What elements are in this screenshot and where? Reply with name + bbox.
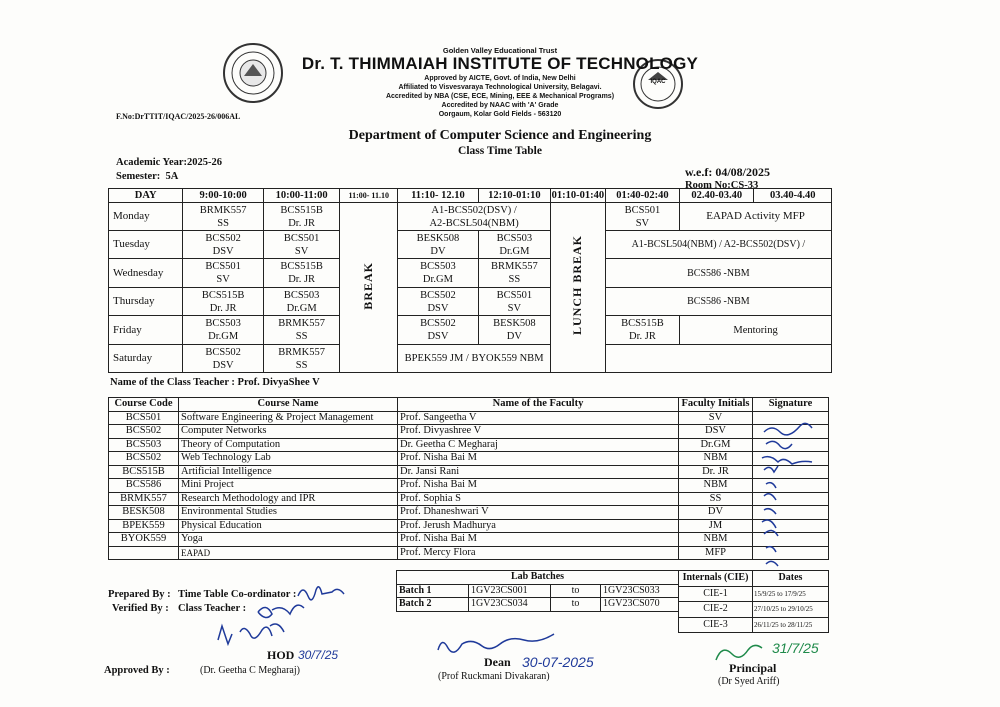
mentoring-cell: Mentoring <box>680 316 832 345</box>
coordinator-signature <box>298 587 344 600</box>
wef-date: w.e.f: 04/08/2025 <box>685 165 770 179</box>
faculty-initials: SV <box>507 302 522 314</box>
day-label: Tuesday <box>109 231 183 259</box>
faculty-initials: Dr.GM <box>679 438 753 452</box>
course-code: BRMK557 <box>109 492 179 506</box>
accreditation-line: Accredited by NBA (CSE, ECE, Mining, EEE & Mechanical Programs) <box>385 93 615 100</box>
faculty-initials: DV <box>679 506 753 520</box>
batch-to: 1GV23CS070 <box>601 598 679 612</box>
principal-sign-date: 31/7/25 <box>772 640 819 656</box>
faculty-name: Prof. Nisha Bai M <box>398 533 679 547</box>
class-teacher-signature <box>258 605 304 617</box>
batch-name: Batch 2 <box>397 598 469 612</box>
faculty-initials: SV <box>294 245 309 257</box>
course-code: BCS503 <box>109 438 179 452</box>
course-code: BCS502 <box>205 346 241 358</box>
lab-batches-title: Lab Batches <box>397 571 679 585</box>
col-header: Dates <box>753 571 829 587</box>
faculty-initials: Dr.GM <box>208 331 239 342</box>
cie-name: CIE-1 <box>679 586 753 602</box>
batch-from: 1GV23CS034 <box>469 598 551 612</box>
cie-dates: 26/11/25 to 28/11/25 <box>753 617 829 633</box>
faculty-initials: DV <box>430 245 446 257</box>
faculty-initials: Dr.GM <box>422 274 453 285</box>
faculty-initials: Dr.GM <box>286 302 317 314</box>
lunch-break-label: LUNCH BREAK <box>570 235 585 336</box>
course-name: Artificial Intelligence <box>179 465 398 479</box>
faculty-initials: Dr. JR <box>679 465 753 479</box>
faculty-initials: SS <box>295 331 308 342</box>
col-header: 01:10-01:40 <box>551 190 605 201</box>
faculty-initials: DV <box>506 331 522 342</box>
course-code: BCS502 <box>109 452 179 466</box>
faculty-initials: NBM <box>679 479 753 493</box>
course-name: Theory of Computation <box>179 438 398 452</box>
accreditation-line: Accredited by NAAC with 'A' Grade <box>441 102 559 109</box>
course-code: BCS515B <box>280 261 323 272</box>
faculty-initials: SS <box>217 217 229 229</box>
batch-name: Batch 1 <box>397 584 469 598</box>
course-code: BCS586 <box>109 479 179 493</box>
course-code: BCS503 <box>420 261 456 272</box>
faculty-initials: SV <box>635 217 650 229</box>
course-code: BCS502 <box>109 425 179 439</box>
batch-to-word: to <box>551 598 601 612</box>
faculty-name: Dr. Geetha C Megharaj <box>398 438 679 452</box>
faculty-initials: SV <box>679 411 753 425</box>
faculty-initials: DSV <box>212 245 234 257</box>
course-name: Yoga <box>179 533 398 547</box>
iqac-logo-text: IQAC <box>650 79 666 85</box>
lab-batch-text: A1-BCS502(DSV) / <box>431 204 517 216</box>
course-name: Mini Project <box>179 479 398 493</box>
day-label: Wednesday <box>109 259 183 288</box>
faculty-name: Prof. Nisha Bai M <box>398 479 679 493</box>
project-cell: BCS586 -NBM <box>605 288 831 316</box>
col-header: Internals (CIE) <box>679 571 753 587</box>
course-name: Physical Education <box>179 519 398 533</box>
faculty-name: Dr. Jansi Rani <box>398 465 679 479</box>
col-header: Course Name <box>179 398 398 412</box>
col-header: 10:00-11:00 <box>263 189 339 203</box>
faculty-initials: Dr. JR <box>288 274 316 285</box>
faculty-initials: Dr. JR <box>209 302 237 314</box>
batch-to: 1GV23CS033 <box>601 584 679 598</box>
approved-by-label: Approved By : <box>104 665 170 676</box>
course-code: BESK508 <box>416 232 460 244</box>
verified-by-role: Class Teacher : <box>178 603 247 614</box>
course-code: BCS502 <box>420 289 456 301</box>
timetable-subtitle: Class Time Table <box>458 145 542 157</box>
course-code: BCS501 <box>205 261 241 272</box>
col-header: 12:10-01:10 <box>478 189 550 203</box>
semester: Semester: 5A <box>116 171 179 182</box>
cie-dates: 27/10/25 to 29/10/25 <box>753 602 829 618</box>
institute-name: Dr. T. THIMMAIAH INSTITUTE OF TECHNOLOGY <box>301 54 699 73</box>
cie-name: CIE-3 <box>679 617 753 633</box>
file-number: F.No:DrTTIT/IQAC/2025-26/006AL <box>116 112 241 121</box>
faculty-name: Prof. Sophia S <box>398 492 679 506</box>
cie-name: CIE-2 <box>679 602 753 618</box>
col-header: 11:00- 11.10 <box>340 189 398 203</box>
course-code: BRMK557 <box>278 318 325 329</box>
academic-year: Academic Year:2025-26 <box>116 157 223 168</box>
faculty-signatures <box>762 423 812 566</box>
faculty-name: Prof. Nisha Bai M <box>398 452 679 466</box>
faculty-initials: NBM <box>679 452 753 466</box>
principal-label: Principal <box>729 661 777 675</box>
lab-cell: A1-BCSL504(NBM) / A2-BCS502(DSV) / <box>605 231 831 259</box>
verified-by-label: Verified By : <box>112 603 169 614</box>
course-code: BPEK559 <box>109 519 179 533</box>
course-code: BCS501 <box>624 204 661 216</box>
activity-cell: EAPAD Activity MFP <box>680 203 832 231</box>
cie-dates: 15/9/25 to 17/9/25 <box>753 586 829 602</box>
department-title: Department of Computer Science and Engineering <box>348 128 652 143</box>
dean-label: Dean <box>484 655 511 669</box>
principal-signature <box>716 645 762 660</box>
col-header: 11:10- 12.10 <box>398 189 479 203</box>
col-header: 02.40-03.40 <box>680 189 754 203</box>
col-header: Course Code <box>109 398 179 412</box>
batch-from: 1GV23CS001 <box>469 584 551 598</box>
course-name: Software Engineering & Project Management <box>179 411 398 425</box>
course-code: BCS502 <box>205 232 241 244</box>
faculty-initials: SV <box>216 274 230 285</box>
course-code: BCS515B <box>280 204 323 216</box>
faculty-initials: MFP <box>679 546 753 560</box>
day-label: Thursday <box>109 288 183 316</box>
faculty-initials: Dr. JR <box>288 217 316 229</box>
faculty-initials: SS <box>295 359 308 371</box>
hod-name: (Dr. Geetha C Megharaj) <box>200 665 300 676</box>
day-label: Friday <box>109 316 183 345</box>
course-name: EAPAD <box>179 546 398 560</box>
hod-signature <box>218 624 284 644</box>
col-header: Name of the Faculty <box>398 398 679 412</box>
course-code: BRMK557 <box>199 204 247 216</box>
trust-name: Golden Valley Educational Trust <box>442 46 558 55</box>
col-header: Signature <box>753 398 829 412</box>
accreditation-line: Affiliated to Visvesvaraya Technological University, Belagavi. <box>398 84 602 91</box>
course-name: Web Technology Lab <box>179 452 398 466</box>
course-code: BCS501 <box>109 411 179 425</box>
faculty-initials: SS <box>679 492 753 506</box>
faculty-name: Prof. Jerush Madhurya <box>398 519 679 533</box>
faculty-initials: NBM <box>679 533 753 547</box>
course-code: BRMK557 <box>491 261 538 272</box>
course-code: BCS502 <box>420 318 456 329</box>
faculty-initials: SS <box>508 274 521 285</box>
class-teacher-name: Name of the Class Teacher : Prof. DivyaShee V <box>110 377 320 388</box>
col-header: Faculty Initials <box>679 398 753 412</box>
col-header: 01:40-02:40 <box>605 189 679 203</box>
course-code: BRMK557 <box>278 346 325 358</box>
elective-cell: BPEK559 JM / BYOK559 NBM <box>398 345 551 373</box>
lab-batch-text: A2-BCSL504(NBM) <box>429 217 519 229</box>
faculty-name: Prof. Dhaneshwari V <box>398 506 679 520</box>
batch-to-word: to <box>551 584 601 598</box>
course-name: Research Methodology and IPR <box>179 492 398 506</box>
faculty-name: Prof. Mercy Flora <box>398 546 679 560</box>
day-label: Monday <box>109 203 183 231</box>
faculty-name: Prof. Sangeetha V <box>398 411 679 425</box>
dean-name: (Prof Ruckmani Divakaran) <box>438 671 550 682</box>
accreditation-line: Approved by AICTE, Govt. of India, New Delhi <box>424 75 576 82</box>
faculty-initials: DSV <box>679 425 753 439</box>
day-label: Saturday <box>109 345 183 373</box>
course-name: Environmental Studies <box>179 506 398 520</box>
course-code: BCS515B <box>201 289 245 301</box>
course-code: BCS501 <box>283 232 320 244</box>
dean-sign-date: 30-07-2025 <box>522 654 594 670</box>
faculty-initials: JM <box>679 519 753 533</box>
course-code: BCS515B <box>109 465 179 479</box>
faculty-name: Prof. Divyashree V <box>398 425 679 439</box>
break-label: BREAK <box>361 261 376 310</box>
course-code: BYOK559 <box>109 533 179 547</box>
course-code: BCS515B <box>621 318 664 329</box>
course-code: BCS503 <box>496 232 533 244</box>
col-header: 9:00-10:00 <box>183 189 264 203</box>
dean-signature <box>438 634 554 652</box>
course-name: Computer Networks <box>179 425 398 439</box>
col-header: DAY <box>109 189 183 203</box>
faculty-initials: DSV <box>427 331 449 342</box>
hod-sign-date: 30/7/25 <box>298 648 339 662</box>
prepared-by-label: Prepared By : <box>108 589 171 600</box>
course-code: BESK508 <box>109 506 179 520</box>
prepared-by-role: Time Table Co-ordinator : <box>178 589 297 600</box>
faculty-initials: Dr. JR <box>629 331 656 342</box>
course-code: BCS503 <box>205 318 241 329</box>
course-code: BCS503 <box>283 289 320 301</box>
room-number: Room No:CS-33 <box>685 180 759 191</box>
faculty-initials: DSV <box>427 302 449 314</box>
project-cell: BCS586 -NBM <box>605 259 831 288</box>
hod-label: HOD <box>267 648 295 662</box>
faculty-initials: Dr.GM <box>499 245 530 257</box>
accreditation-line: Oorgaum, Kolar Gold Fields - 563120 <box>438 111 562 118</box>
course-code: BCS501 <box>496 289 533 301</box>
col-header: 03.40-4.40 <box>754 189 832 203</box>
faculty-initials: DSV <box>212 359 234 371</box>
course-code: BESK508 <box>493 318 536 329</box>
principal-name: (Dr Syed Ariff) <box>718 676 780 687</box>
